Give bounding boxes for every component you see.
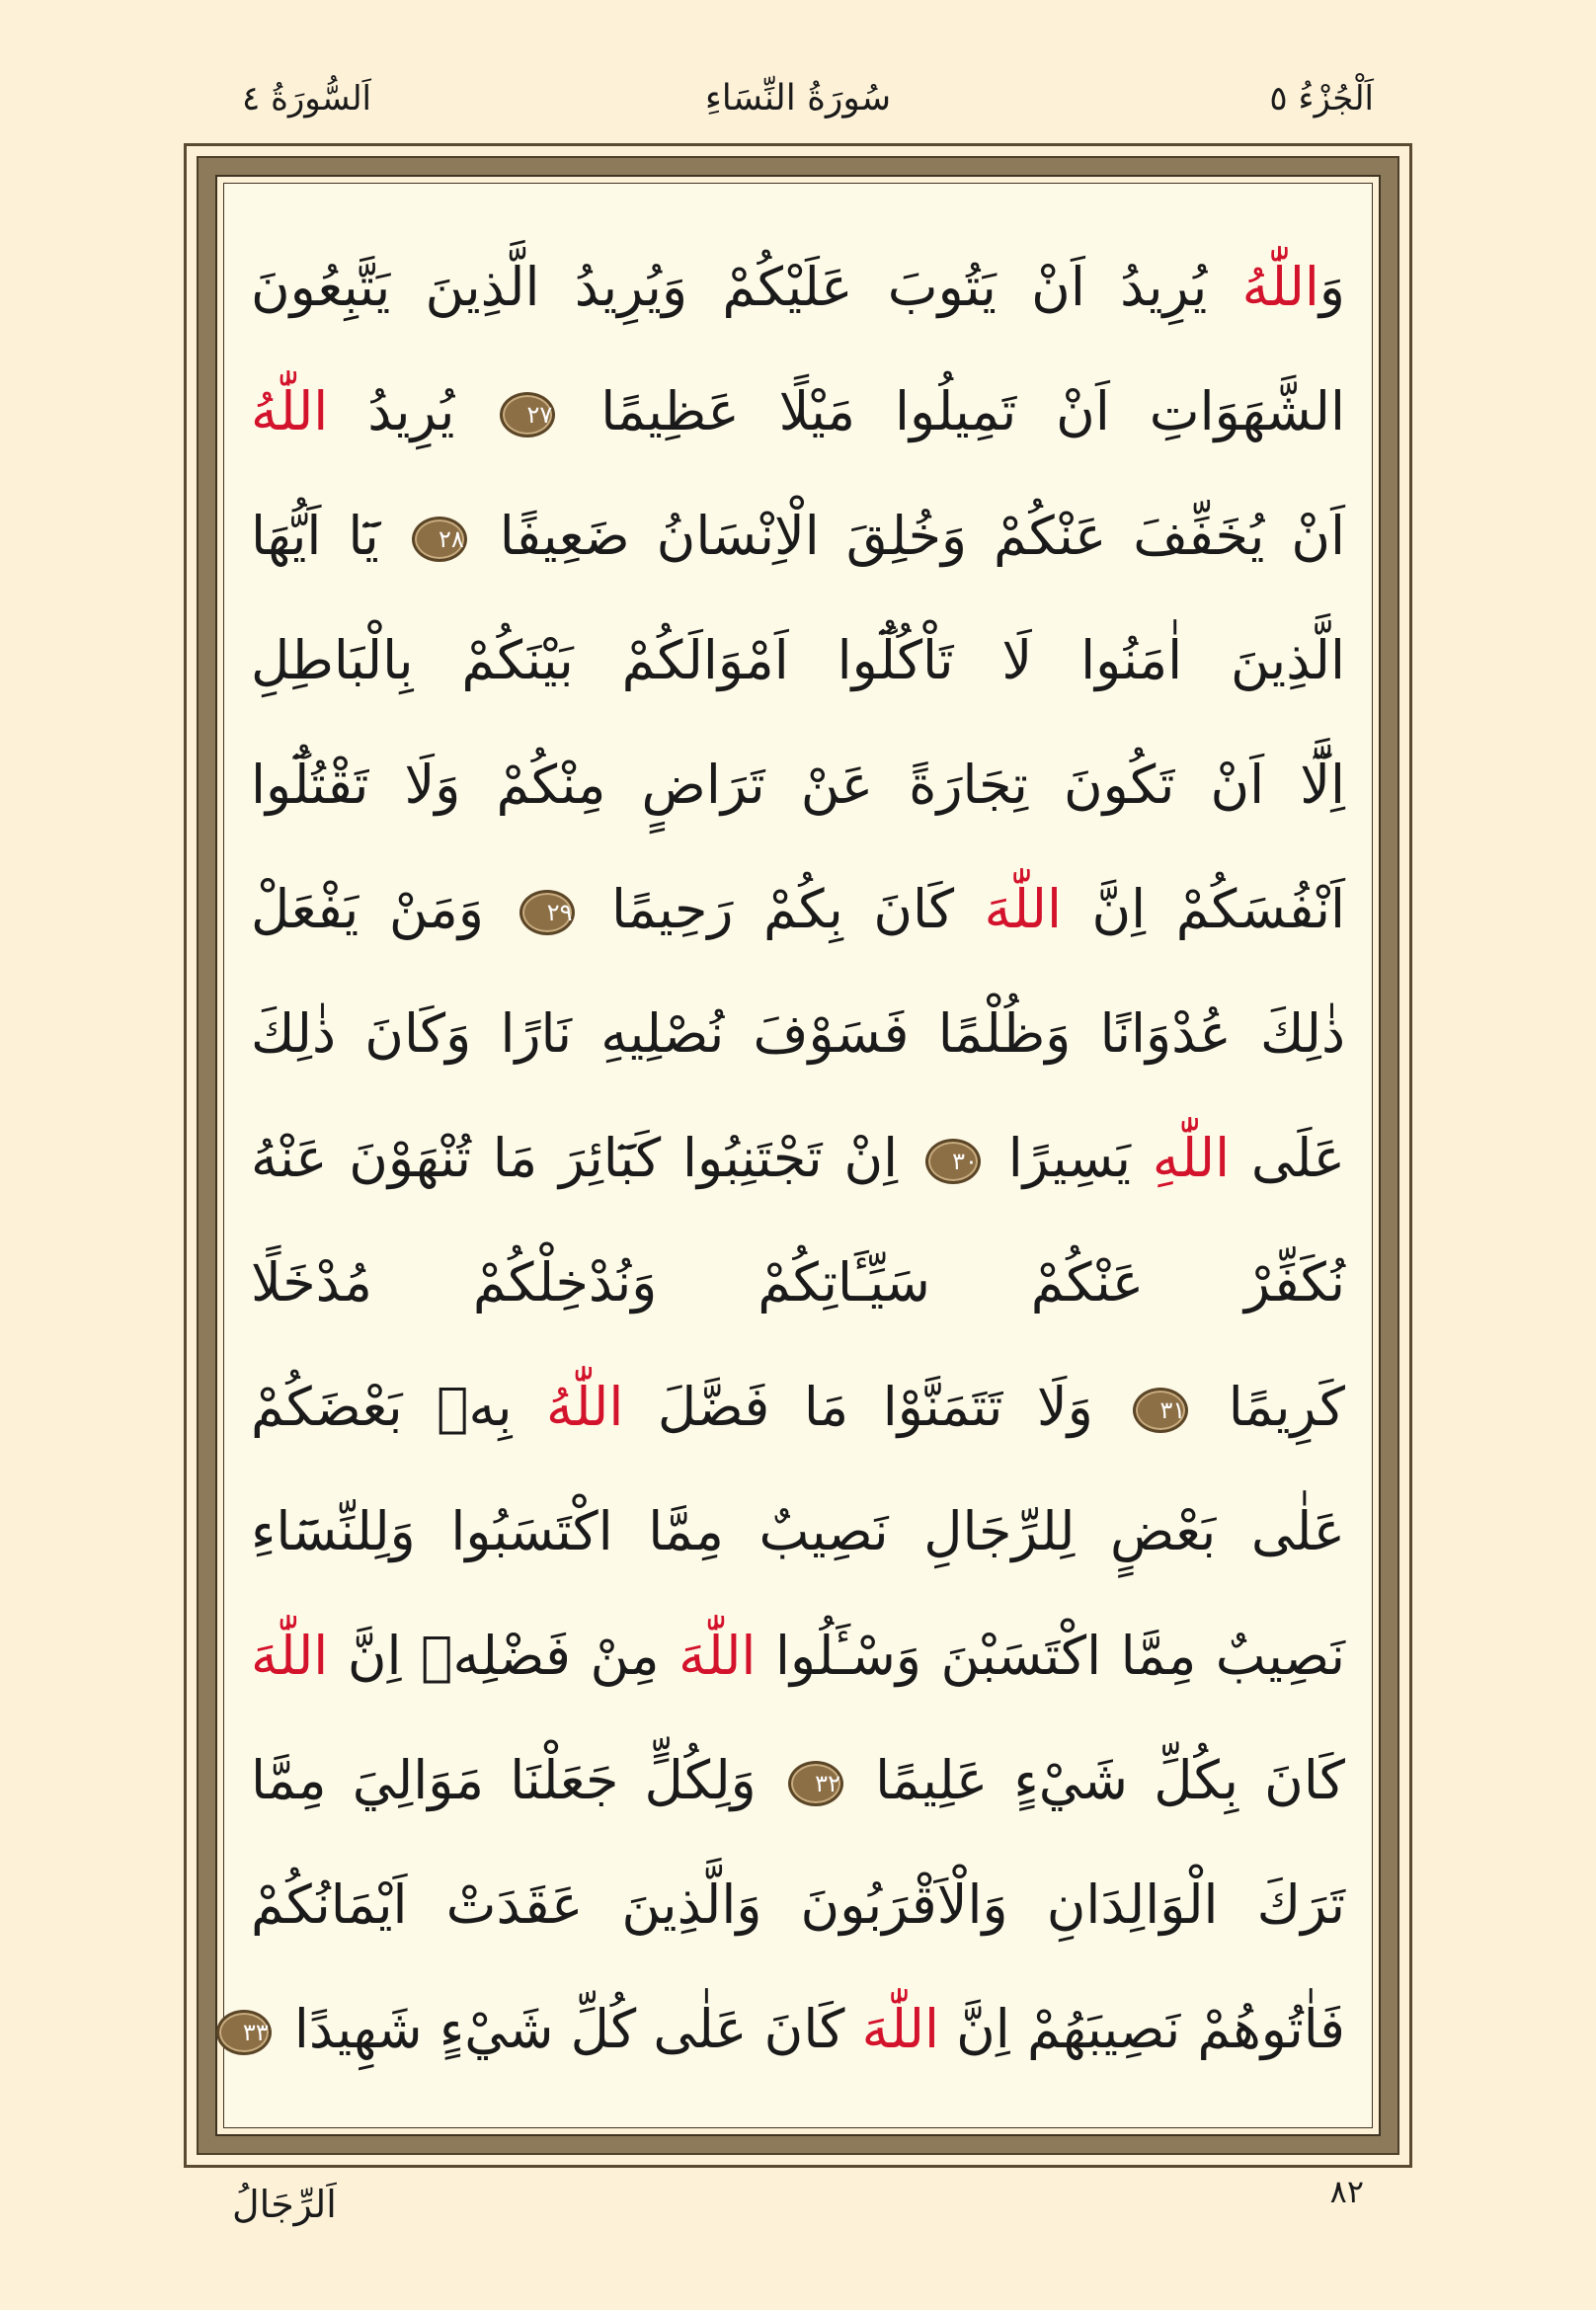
page-header	[0, 69, 1596, 128]
verse-text: وَمَنْ يَفْعَلْ	[251, 878, 515, 940]
verse-text: اِلَّٓا اَنْ تَكُونَ تِجَارَةً عَنْ تَرَاضٍ مِنْكُمْ وَلَا تَقْتُلُٓوا	[251, 754, 1345, 816]
verse-text: نَصِيبٌ مِمَّا اكْتَسَبْنَ وَسْـَٔلُوا	[756, 1625, 1345, 1687]
verse-text: كَانَ بِكُلِّ شَيْءٍ عَلِيمًا	[848, 1749, 1345, 1811]
verse-text: تَرَكَ الْوَالِدَانِ وَالْاَقْرَبُونَ وَالَّذِينَ عَقَدَتْ اَيْمَانُكُمْ	[251, 1873, 1345, 1936]
verse-text: الَّذِينَ اٰمَنُوا لَا تَاْكُلُٓوا اَمْوَالَكُمْ بَيْنَكُمْ بِالْبَاطِلِ	[251, 629, 1345, 691]
ayah-number-marker: ٢٩	[519, 890, 575, 935]
verse-text: عَلٰى بَعْضٍ لِلرِّجَالِ نَصِيبٌ مِمَّا اكْتَسَبُوا وَلِلنِّسَٓاءِ	[251, 1500, 1345, 1562]
verse-text: وَ	[1318, 256, 1345, 318]
verse-line	[251, 350, 1345, 474]
verse-line	[251, 474, 1345, 598]
verse-line	[251, 1221, 1345, 1345]
verse-line	[251, 1718, 1345, 1843]
verse-line	[251, 598, 1345, 723]
verse-line	[251, 1096, 1345, 1221]
catchword: اَلرِّجَالُ	[232, 2183, 337, 2226]
verse-line	[251, 225, 1345, 350]
verse-line	[251, 847, 1345, 972]
divine-name: اللّٰهَ	[861, 1998, 939, 2060]
verse-text: اَنْ يُخَفِّفَ عَنْكُمْ وَخُلِقَ الْاِنْسَانُ ضَعِيفًا	[472, 505, 1345, 567]
verse-line	[251, 972, 1345, 1096]
surah-number: اَلسُّورَةُ ٤	[242, 79, 372, 119]
verse-text: فَاٰتُوهُمْ نَصِيبَهُمْ اِنَّ	[938, 1998, 1345, 2060]
verse-text: بِهٖ بَعْضَكُمْ	[251, 1376, 547, 1438]
divine-name: اللّٰهَ	[251, 1625, 329, 1687]
verse-text: يَسِيرًا	[986, 1127, 1153, 1189]
divine-name: اللّٰهُ	[546, 1376, 624, 1438]
verse-text: وَلِكُلٍّ جَعَلْنَا مَوَالِيَ مِمَّا	[251, 1749, 782, 1811]
verse-text: يَٓا اَيُّهَا	[251, 505, 406, 567]
ayah-number-marker: ٢٨	[412, 517, 467, 562]
verse-line	[251, 723, 1345, 847]
verse-text: اَنْفُسَكُمْ اِنَّ	[1061, 878, 1345, 940]
verse-text: كَانَ بِكُمْ رَحِيمًا	[581, 878, 985, 940]
verse-line	[251, 1843, 1345, 1967]
verse-text: كَرِيمًا	[1194, 1376, 1345, 1438]
juz-label: اَلْجُزْءُ ٥	[1269, 79, 1374, 119]
verse-line	[251, 1345, 1345, 1470]
verse-text: كَانَ عَلٰى كُلِّ شَيْءٍ شَهِيدًا	[277, 1998, 862, 2060]
verse-text: اِنْ تَجْتَنِبُوا كَبَٓائِرَ مَا تُنْهَوْنَ عَنْهُ	[251, 1127, 919, 1189]
ayah-number-marker: ٣٣	[216, 2010, 272, 2055]
verse-line	[251, 1470, 1345, 1594]
ayah-number-marker: ٣٠	[925, 1139, 981, 1184]
divine-name: اللّٰهِ	[1152, 1127, 1231, 1189]
ayah-number-marker: ٣١	[1133, 1388, 1188, 1433]
divine-name: اللّٰهُ	[251, 380, 329, 442]
verse-text: يُرِيدُ اَنْ يَتُوبَ عَلَيْكُمْ وَيُرِيدُ الَّذِينَ يَتَّبِعُونَ	[251, 256, 1242, 318]
verse-text: ذٰلِكَ عُدْوَانًا وَظُلْمًا فَسَوْفَ نُصْلِيهِ نَارًا وَكَانَ ذٰلِكَ	[251, 1002, 1345, 1065]
divine-name: اللّٰهَ	[984, 878, 1062, 940]
ayah-number-marker: ٣٢	[788, 1761, 843, 1806]
verse-line	[242, 1967, 1345, 2092]
divine-name: اللّٰهَ	[678, 1625, 757, 1687]
divine-name: اللّٰهُ	[1241, 256, 1319, 318]
verse-line	[251, 1594, 1345, 1718]
verse-text: مِنْ فَضْلِهٖ اِنَّ	[328, 1625, 679, 1687]
verse-text: الشَّهَوَاتِ اَنْ تَمِيلُوا مَيْلًا عَظِيمًا	[561, 380, 1346, 442]
ayah-number-marker: ٢٧	[500, 392, 555, 438]
quran-text-block	[242, 225, 1346, 2102]
verse-text: وَلَا تَتَمَنَّوْا مَا فَضَّلَ	[623, 1376, 1128, 1438]
verse-text: يُرِيدُ	[328, 380, 495, 442]
page-number: ٨٢	[1329, 2173, 1364, 2210]
verse-text: نُكَفِّرْ عَنْكُمْ سَيِّـَٔاتِكُمْ وَنُدْخِلْكُمْ مُدْخَلًا	[251, 1251, 1345, 1314]
verse-text: عَلَى	[1230, 1127, 1346, 1189]
surah-name: سُورَةُ النِّسَاءِ	[704, 78, 892, 119]
